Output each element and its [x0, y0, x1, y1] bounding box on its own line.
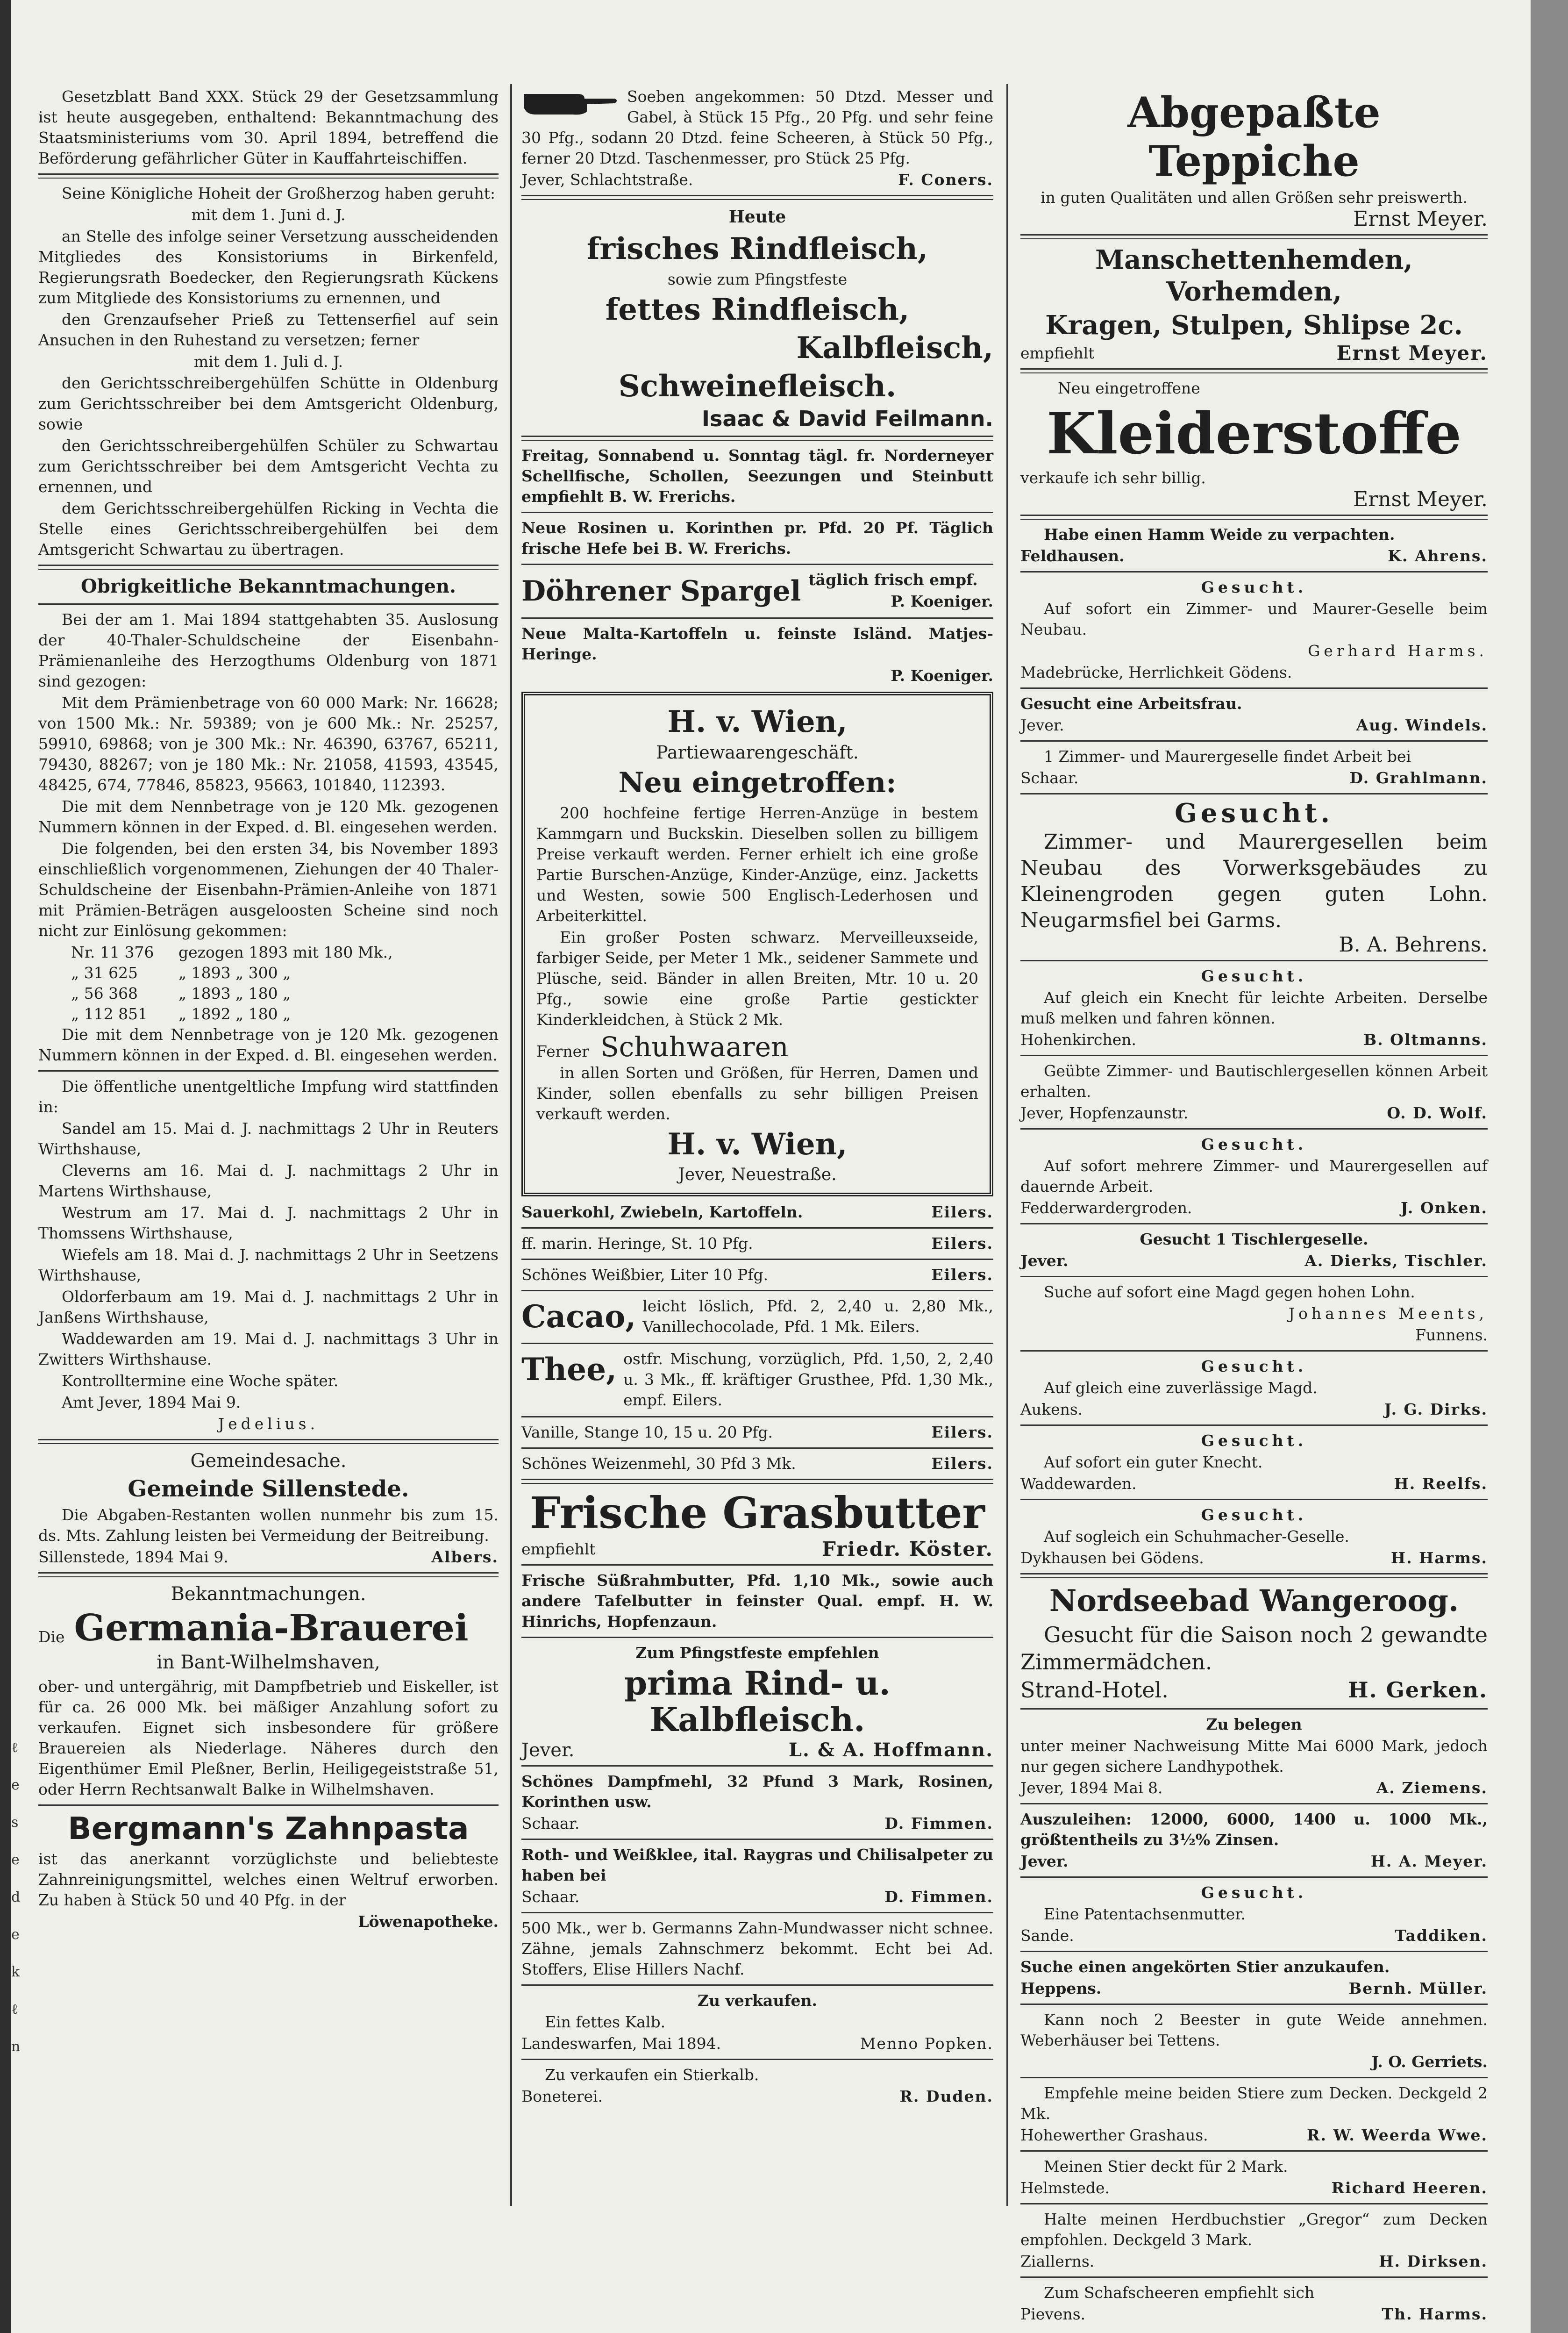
- windels-text: Gesucht eine Arbeitsfrau.: [1020, 694, 1242, 713]
- lottery-numbers: Mit dem Prämienbetrage von 60 000 Mark: Nr. 16628; von 1500 Mk.: Nr. 59389; von je 600 Mk.: Nr. 25257, 59910, 69868; von je 300 Mk.: Nr. 46390, 63767, 65211, 79430, 88267; von je 180 Mk.: Nr. 21058, 41593, 43545, 48425, 674, 77846, 85823, 95663, 101840, 112393.: [38, 694, 499, 794]
- vaccination-item: Waddewarden am 19. Mai d. J. nachmittags 3 Uhr in Zwitters Wirthshause.: [38, 1330, 499, 1368]
- divider: [521, 2059, 993, 2060]
- gesetzblatt-notice: Gesetzblatt Band XXX. Stück 29 der Gesetzsammlung ist heute ausgegeben, enthaltend: Bekanntmachung des Staatsministeriums vom 30. April 1894, betreffend die Beförderung gefährlicher Güter in Kauffahrteischiffen.: [38, 87, 499, 167]
- kleiderstoffe-title: Kleiderstoffe: [1047, 400, 1461, 467]
- cacao-text: leicht löslich, Pfd. 2, 2,40 u. 2,80 Mk., Vanillechocolade, Pfd. 1 Mk. Eilers.: [642, 1297, 993, 1336]
- column-1: [38, 86, 499, 2283]
- divider: [521, 1227, 993, 1229]
- vaccination-item: Oldorferbaum am 19. Mai d. J. nachmittags 2 Uhr in Janßens Wirthshause,: [38, 1288, 499, 1326]
- manschetten-line2: Kragen, Stulpen, Shlipse 2c.: [1045, 310, 1463, 341]
- hoheit-paragraph: den Gerichtsschreibergehülfen Schütte in Oldenburg zum Gerichtsschreiber bei dem Amtsgericht Oldenburg, sowie: [38, 374, 499, 433]
- hoffmann-signature-line: Jever. L. & A. Hoffmann.: [521, 1739, 993, 1761]
- kalb-title: Zu verkaufen.: [697, 1991, 818, 2010]
- dirksen-signature-line: Ziallerns. H. Dirksen.: [1020, 2252, 1488, 2270]
- divider: [521, 1637, 993, 1638]
- vaccination-signature: Jedelius.: [218, 1415, 319, 1433]
- vaccination-intro: Die öffentliche unentgeltliche Impfung wird stattfinden in:: [38, 1077, 499, 1116]
- lottery-paragraph: Die mit dem Nennbetrage von je 120 Mk. gezogenen Nummern können in der Exped. d. Bl. eingesehen werden.: [38, 797, 499, 836]
- divider: [521, 564, 993, 565]
- gesucht-heading: Gesucht.: [1201, 1431, 1307, 1450]
- meents-signature: Johannes Meents,: [1288, 1304, 1488, 1323]
- gemeinde-title: Gemeinde Sillenstede.: [128, 1476, 409, 1502]
- zahnpasta-paragraph: ist das anerkannt vorzüglichste und beliebteste Zahnreinigungsmittel, welches einen Weltruf erworben. Zu haben à Stück 50 und 40 Pfg. in der: [38, 1850, 499, 1909]
- divider: [1020, 1276, 1488, 1277]
- grasbutter-signature-line: empfiehlt Friedr. Köster.: [521, 1538, 993, 1560]
- dirks-signature-line: Aukens. J. G. Dirks.: [1020, 1400, 1488, 1418]
- gesucht-heading: Gesucht.: [1201, 1135, 1307, 1153]
- th-harms-text: Zum Schafscheeren empfiehlt sich: [1044, 2283, 1315, 2302]
- meents-location: Funnens.: [1415, 1326, 1488, 1344]
- stoffers-zahnwasser: 500 Mk., wer b. Germanns Zahn-Mundwasser nicht schnee. Zähne, jemals Zahnschmerz bekommt. Echt bei Ad. Stoffers, Elise Hillers Nachf.: [521, 1919, 993, 1978]
- frerichs-rosinen: Neue Rosinen u. Korinthen pr. Pfd. 20 Pf. Täglich frische Hefe bei B. W. Frerichs.: [521, 519, 993, 558]
- wien-schuhwaaren: Schuhwaaren: [600, 1031, 789, 1063]
- hamm-signature-line: Feldhausen. K. Ahrens.: [1020, 547, 1488, 565]
- gesucht-heading: Gesucht.: [1201, 578, 1307, 596]
- wien-bordered-ad: [521, 692, 993, 1196]
- gerriets-signature: J. O. Gerriets.: [1371, 2053, 1488, 2071]
- hinrichs-butter: Frische Süßrahmbutter, Pfd. 1,10 Mk., sowie auch andere Tafelbutter in feinster Qual. empf. H. W. Hinrichs, Hopfenzaun.: [521, 1571, 993, 1631]
- harms2-text: Auf sogleich ein Schuhmacher-Geselle.: [1044, 1527, 1349, 1546]
- divider: [1020, 1951, 1488, 1952]
- divider: [1020, 2276, 1488, 2278]
- thee-ad: [521, 1349, 993, 1411]
- grahlmann-signature-line: Schaar. D. Grahlmann.: [1020, 769, 1488, 787]
- vaccination-item: Cleverns am 16. Mai d. J. nachmittags 2 Uhr in Martens Wirthshause,: [38, 1161, 499, 1200]
- vaccination-item: Westrum am 17. Mai d. J. nachmittags 2 Uhr in Thomssens Wirthshause,: [38, 1203, 499, 1242]
- hoheit-date: mit dem 1. Juni d. J.: [191, 206, 346, 224]
- lottery-lot: „ 112 851 „ 1892 „ 180 „: [71, 1005, 291, 1023]
- eilers-item: Schönes Weizenmehl, 30 Pfd 3 Mk. Eilers.: [521, 1454, 993, 1473]
- weerda-text: Empfehle meine beiden Stiere zum Decken. Deckgeld 2 Mk.: [1020, 2084, 1488, 2123]
- divider: [521, 1839, 993, 1840]
- lottery-paragraph: Bei der am 1. Mai 1894 stattgehabten 35. Auslosung der 40-Thaler-Schuldscheine der Eisenbahn-Prämienanleihe des Herzogthums Oldenburg von 1871 sind gezogen:: [38, 610, 499, 690]
- harms-location: Madebrücke, Herrlichkeit Gödens.: [1020, 663, 1292, 681]
- fimmen-klee: Roth- und Weißklee, ital. Raygras und Chilisalpeter zu haben bei: [521, 1846, 993, 1884]
- messer-signature-line: Jever, Schlachtstraße. F. Coners.: [521, 171, 993, 189]
- divider: [1020, 2077, 1488, 2078]
- divider: [521, 1290, 993, 1291]
- divider: [521, 512, 993, 513]
- divider: [521, 436, 993, 441]
- dierks-signature-line: Jever. A. Dierks, Tischler.: [1020, 1252, 1488, 1270]
- divider: [521, 1984, 993, 1986]
- feilmann-rindfleisch: frisches Rindfleisch,: [586, 231, 928, 266]
- feilmann-pfingsten: sowie zum Pfingstfeste: [667, 270, 848, 288]
- gerriets-text: Kann noch 2 Beester in gute Weide annehmen. Weberhäuser bei Tettens.: [1020, 2011, 1488, 2049]
- divider: [1020, 687, 1488, 689]
- wien-neu-eingetroffen: Neu eingetroffen:: [618, 766, 897, 799]
- column-rule-1: [510, 84, 512, 2206]
- mueller-signature-line: Heppens. Bernh. Müller.: [1020, 1979, 1488, 1997]
- divider: [1020, 515, 1488, 520]
- germania-title: Germania-Brauerei: [74, 1607, 469, 1649]
- divider: [521, 1343, 993, 1344]
- wolf-text: Geübte Zimmer- und Bautischlergesellen können Arbeit erhalten.: [1020, 1062, 1488, 1101]
- behrens-text: Zimmer- und Maurergesellen beim Neubau des Vorwerksgebäudes zu Kleinengroden gegen guten Lohn. Neugarmsfiel bei Garms.: [1020, 830, 1488, 932]
- fimmen-mehl: Schönes Dampfmehl, 32 Pfund 3 Mark, Rosinen, Korinthen usw.: [521, 1772, 993, 1811]
- divider: [1020, 1499, 1488, 1500]
- malta-signature: P. Koeniger.: [891, 666, 993, 685]
- zahnpasta-title: Bergmann's Zahnpasta: [68, 1811, 469, 1846]
- gesucht-heading: Gesucht.: [1201, 1506, 1307, 1524]
- divider: [38, 173, 499, 179]
- hoheit-date: mit dem 1. Juli d. J.: [193, 352, 343, 371]
- divider: [38, 1804, 499, 1806]
- gesucht-heading: Gesucht.: [1201, 1357, 1307, 1375]
- fimmen-signature-line: Schaar. D. Fimmen.: [521, 1814, 993, 1832]
- feilmann-fettes: fettes Rindfleisch,: [605, 292, 910, 327]
- hoheit-intro: Seine Königliche Hoheit der Großherzog haben geruht:: [62, 184, 496, 202]
- divider: [1020, 234, 1488, 239]
- stierkalb-text: Zu verkaufen ein Stierkalb.: [545, 2066, 759, 2084]
- vaccination-item: Wiefels am 18. Mai d. J. nachmittags 2 Uhr in Seetzens Wirthshause,: [38, 1245, 499, 1284]
- vaccination-note: Kontrolltermine eine Woche später.: [62, 1372, 339, 1390]
- divider: [1020, 2203, 1488, 2204]
- gesucht-heading: Gesucht.: [1201, 967, 1307, 985]
- vaccination-date: Amt Jever, 1894 Mai 9.: [62, 1393, 241, 1411]
- heeren-text: Meinen Stier deckt für 2 Mark.: [1044, 2157, 1288, 2176]
- kleiderstoffe-pre: Neu eingetroffene: [1058, 379, 1200, 397]
- column-3: [1020, 86, 1488, 2323]
- vaccination-item: Sandel am 15. Mai d. J. nachmittags 2 Uhr in Reuters Wirthshause,: [38, 1119, 499, 1158]
- teppiche-title: Abgepaßte Teppiche: [1127, 88, 1381, 186]
- harms2-signature-line: Dykhausen bei Gödens. H. Harms.: [1020, 1549, 1488, 1567]
- divider: [521, 617, 993, 619]
- hoheit-paragraph: dem Gerichtsschreibergehülfen Ricking in Vechta die Stelle eines Gerichtsschreibergehülfen bei dem Amtsgericht Schwartau zu übertragen.: [38, 499, 499, 558]
- divider: [1020, 2004, 1488, 2005]
- kleiderstoffe-text: verkaufe ich sehr billig.: [1020, 469, 1206, 487]
- wien-paragraph: 200 hochfeine fertige Herren-Anzüge in bestem Kammgarn und Buckskin. Dieselben sollen zu billigem Preise verkauft werden. Ferner erhielt ich eine große Partie Burschen-Anzüge, Kinder-Anzüge, einz. Jacketts und Westen, sowie 500 Englisch-Lederhosen und Arbeiterkittel.: [536, 804, 978, 925]
- frerichs-fish: Freitag, Sonnabend u. Sonntag tägl. fr. Norderneyer Schellfische, Schollen, Seezungen und Steinbutt empfiehlt B. W. Frerichs.: [521, 446, 993, 506]
- cacao-ad: [521, 1296, 993, 1338]
- kalb-signature-line: Landeswarfen, Mai 1894. Menno Popken.: [521, 2034, 993, 2053]
- spargel-signature: P. Koeniger.: [891, 592, 993, 610]
- hamm-text: Habe einen Hamm Weide zu verpachten.: [1044, 525, 1395, 544]
- divider: [1020, 960, 1488, 961]
- newspaper-page: [11, 0, 1531, 2333]
- lottery-lot: „ 31 625 „ 1893 „ 300 „: [71, 964, 291, 982]
- divider: [521, 1912, 993, 1913]
- divider: [38, 565, 499, 570]
- divider: [38, 603, 499, 605]
- divider: [1020, 571, 1488, 573]
- divider: [1020, 368, 1488, 373]
- divider: [1020, 1708, 1488, 1710]
- messer-paragraph: Soeben angekommen: 50 Dtzd. Messer und Gabel, à Stück 15 Pfg., 20 Pfg. und sehr feine 30 Pfg., sodann 20 Dtzd. feine Scheeren, à Stück 50 Pfg., ferner 20 Dtzd. Taschenmesser, pro Stück 25 Pfg.: [521, 87, 993, 167]
- wangeroog-title: Nordseebad Wangeroog.: [1049, 1583, 1459, 1618]
- spargel-ad: [521, 570, 993, 613]
- wien-ferner: Ferner: [536, 1042, 589, 1060]
- wolf-signature-line: Jever, Hopfenzaunstr. O. D. Wolf.: [1020, 1104, 1488, 1122]
- germania-die: Die: [38, 1628, 65, 1646]
- wien-location: Jever, Neuestraße.: [678, 1165, 837, 1184]
- left-margin-fragments: ℓ e s e d e k ℓ n: [11, 1739, 21, 2055]
- lottery-lot-list: [38, 942, 499, 1024]
- spargel-text: täglich frisch empf.: [808, 571, 978, 589]
- thee-text: ostfr. Mischung, vorzüglich, Pfd. 1,50, 2, 2,40 u. 3 Mk., ff. kräftiger Grusthee, Pfd. 1,30 Mk., empf. Eilers.: [623, 1350, 993, 1409]
- divider: [1020, 1573, 1488, 1578]
- onken-text: Auf sofort mehrere Zimmer- und Maurergesellen auf dauernde Arbeit.: [1020, 1157, 1488, 1195]
- lottery-lot: Nr. 11 376 gezogen 1893 mit 180 Mk.,: [71, 943, 393, 961]
- hoheit-paragraph: an Stelle des infolge seiner Versetzung ausscheidenden Mitgliedes des Konsistoriums in Birkenfeld, Regierungsrath Boedecker, den Regierungsrath Kückens zum Mitgliede des Konsistoriums zu ernennen, und: [38, 227, 499, 307]
- divider: [521, 1447, 993, 1449]
- meents-text: Suche auf sofort eine Magd gegen hohen Lohn.: [1044, 1283, 1415, 1301]
- wien-schuhwaaren-line: [536, 1031, 978, 1063]
- wien-paragraph: in allen Sorten und Größen, für Herren, Damen und Kinder, sollen ebenfalls zu sehr billigen Preisen verkauft werden.: [536, 1064, 978, 1123]
- harms-text: Auf sofort ein Zimmer- und Maurer-Geselle beim Neubau.: [1020, 600, 1488, 638]
- wien-paragraph: Ein großer Posten schwarz. Merveilleuxseide, farbiger Seide, per Meter 1 Mk., seidener Sammete und Plüsche, seid. Bänder in allen Breiten, Mtr. 10 u. 20 Pfg., sowie eine große Partie gestickter Kinderkleidchen, à Stück 2 Mk.: [536, 928, 978, 1029]
- teppiche-text: in guten Qualitäten und allen Größen sehr preiswerth.: [1041, 188, 1468, 207]
- divider: [521, 1259, 993, 1260]
- manschetten-line1: Manschettenhemden, Vorhemden,: [1095, 244, 1413, 307]
- cacao-title: Cacao,: [521, 1298, 636, 1335]
- grahlmann-text: 1 Zimmer- und Maurergeselle findet Arbeit bei: [1044, 747, 1411, 766]
- feilmann-schweinefleisch: Schweinefleisch.: [618, 369, 897, 404]
- lottery-paragraph: Die mit dem Nennbetrage von je 120 Mk. gezogenen Nummern können in der Exped. d. Bl. eingesehen werden.: [38, 1025, 499, 1064]
- thee-title: Thee,: [521, 1351, 617, 1388]
- divider: [521, 1765, 993, 1767]
- reelfs-text: Auf sofort ein guter Knecht.: [1044, 1453, 1263, 1471]
- divider: [1020, 740, 1488, 742]
- hoheit-paragraph: den Gerichtsschreibergehülfen Schüler zu Schwartau zum Gerichtsschreiber bei dem Amtsgericht Vechta zu ernennen, und: [38, 437, 499, 496]
- germania-paragraph: ober- und untergährig, mit Dampfbetrieb und Eiskeller, ist für ca. 26 000 Mk. bei mäßiger Anzahlung sofort zu verkaufen. Eignet sich insbesondere für größere Brauereien als Niederlage. Näheres durch den Eigenthümer Emil Pleßner, Berlin, Heiligegeiststraße 51, oder Herrn Rechtsanwalt Balke in Wilhelmshaven.: [38, 1677, 499, 1798]
- taddiken-text: Eine Patentachsenmutter.: [1044, 1905, 1246, 1923]
- onken-signature-line: Fedderwardergroden. J. Onken.: [1020, 1199, 1488, 1217]
- grasbutter-title: Frische Grasbutter: [529, 1488, 985, 1538]
- section-title-gemeindesache: Gemeindesache.: [190, 1450, 347, 1472]
- divider: [1020, 1424, 1488, 1426]
- divider: [1020, 1876, 1488, 1878]
- oltmanns-signature-line: Hohenkirchen. B. Oltmanns.: [1020, 1031, 1488, 1049]
- divider: [38, 1572, 499, 1577]
- kleiderstoffe-signature: Ernst Meyer.: [1353, 487, 1488, 511]
- zahnpasta-signature: Löwenapotheke.: [358, 1912, 499, 1931]
- belegen-text: unter meiner Nachweisung Mitte Mai 6000 Mark, jedoch nur gegen sichere Landhypothek.: [1020, 1737, 1488, 1775]
- wien-title: H. v. Wien,: [667, 704, 848, 739]
- auszuleihen-signature-line: Jever. H. A. Meyer.: [1020, 1852, 1488, 1870]
- wien-signature: H. v. Wien,: [667, 1127, 848, 1162]
- harms-signature: Gerhard Harms.: [1308, 642, 1488, 660]
- divider: [1020, 1055, 1488, 1056]
- dierks-text: Gesucht 1 Tischlergeselle.: [1140, 1230, 1368, 1248]
- belegen-signature-line: Jever, 1894 Mai 8. A. Ziemens.: [1020, 1779, 1488, 1797]
- gemeinde-signature-line: Sillenstede, 1894 Mai 9. Albers.: [38, 1548, 499, 1566]
- column-2: [521, 86, 993, 2283]
- spargel-title: Döhrener Spargel: [521, 575, 801, 608]
- feilmann-heute: Heute: [728, 207, 786, 227]
- section-title-bekanntmachungen: Bekanntmachungen.: [171, 1583, 366, 1605]
- behrens-title: Gesucht.: [1175, 798, 1333, 829]
- eilers-item: ff. marin. Heringe, St. 10 Pfg. Eilers.: [521, 1234, 993, 1252]
- lottery-lot: „ 56 368 „ 1893 „ 180 „: [71, 984, 291, 1002]
- divider: [1020, 793, 1488, 794]
- divider: [1020, 1350, 1488, 1352]
- behrens-signature: B. A. Behrens.: [1339, 933, 1488, 957]
- wien-subtitle: Partiewaarengeschäft.: [656, 742, 859, 763]
- mueller-text: Suche einen angekörten Stier anzukaufen.: [1020, 1958, 1390, 1976]
- feilmann-kalbfleisch: Kalbfleisch,: [796, 330, 993, 365]
- windels-signature-line: Jever. Aug. Windels.: [1020, 716, 1488, 734]
- divider: [1020, 2150, 1488, 2152]
- lottery-paragraph: Die folgenden, bei den ersten 34, bis November 1893 einschließlich vorgenommenen, Ziehungen der 40 Thaler-Schuldscheine der Eisenbahn-Prämien-Anleihe von 1871 mit Prämien-Beträgen ausgeloosten Scheine sind noch nicht zur Einlösung gekommen:: [38, 839, 499, 940]
- th-harms-signature-line: Pievens. Th. Harms.: [1020, 2305, 1488, 2323]
- hoffmann-title: prima Rind- u. Kalbfleisch.: [624, 1664, 891, 1739]
- eilers-item: Schönes Weißbier, Liter 10 Pfg. Eilers.: [521, 1266, 993, 1284]
- wangeroog-signature-line: Strand-Hotel. H. Gerken.: [1020, 1677, 1488, 1703]
- column-rule-2: [1006, 84, 1008, 2206]
- divider: [38, 1439, 499, 1444]
- fimmen-signature-line: Schaar. D. Fimmen.: [521, 1888, 993, 1906]
- divider: [1020, 1223, 1488, 1224]
- divider: [1020, 1803, 1488, 1804]
- manschetten-signature-line: empfiehlt Ernst Meyer.: [1020, 342, 1488, 365]
- malta-text: Neue Malta-Kartoffeln u. feinste Isländ. Matjes-Heringe.: [521, 624, 993, 663]
- dirksen-text: Halte meinen Herdbuchstier „Gregor“ zum Decken empfohlen. Deckgeld 3 Mark.: [1020, 2210, 1488, 2249]
- reelfs-signature-line: Waddewarden. H. Reelfs.: [1020, 1474, 1488, 1493]
- oltmanns-text: Auf gleich ein Knecht für leichte Arbeiten. Derselbe muß melken und fahren können.: [1020, 988, 1488, 1027]
- germania-headline: [38, 1608, 499, 1648]
- auszuleihen-text: Auszuleihen: 12000, 6000, 1400 u. 1000 Mk., größtentheils zu 3½% Zinsen.: [1020, 1810, 1488, 1849]
- messer-ad: [521, 86, 993, 190]
- divider: [521, 1479, 993, 1484]
- belegen-title: Zu belegen: [1206, 1715, 1302, 1733]
- eilers-item: Sauerkohl, Zwiebeln, Kartoffeln. Eilers.: [521, 1203, 993, 1221]
- eilers-item: Vanille, Stange 10, 15 u. 20 Pfg. Eilers.: [521, 1423, 993, 1441]
- teppiche-signature: Ernst Meyer.: [1353, 207, 1488, 231]
- taddiken-title: Gesucht.: [1201, 1883, 1307, 1902]
- divider: [521, 1416, 993, 1417]
- wangeroog-text: Gesucht für die Saison noch 2 gewandte Zimmermädchen.: [1020, 1622, 1488, 1675]
- pointing-hand-icon: [521, 88, 620, 116]
- divider: [38, 1070, 499, 1072]
- divider: [521, 1564, 993, 1566]
- heeren-signature-line: Helmstede. Richard Heeren.: [1020, 2179, 1488, 2197]
- page-binding-edge: [0, 0, 11, 2333]
- hoheit-paragraph: den Grenzaufseher Prieß zu Tettenserfiel auf sein Ansuchen in den Ruhestand zu versetzen; ferner: [38, 310, 499, 349]
- dirks-text: Auf gleich eine zuverlässige Magd.: [1044, 1379, 1318, 1397]
- weerda-signature-line: Hohewerther Grashaus. R. W. Weerda Wwe.: [1020, 2126, 1488, 2144]
- taddiken-signature-line: Sande. Taddiken.: [1020, 1926, 1488, 1945]
- kalb-text: Ein fettes Kalb.: [545, 2013, 666, 2031]
- germania-location: in Bant-Wilhelmshaven,: [157, 1652, 380, 1673]
- stierkalb-signature-line: Boneterei. R. Duden.: [521, 2087, 993, 2105]
- divider: [1020, 1128, 1488, 1130]
- hoffmann-intro: Zum Pfingstfeste empfehlen: [635, 1644, 879, 1662]
- divider: [521, 195, 993, 200]
- feilmann-signature: Isaac & David Feilmann.: [701, 406, 993, 431]
- gemeinde-paragraph: Die Abgaben-Restanten wollen nunmehr bis zum 15. ds. Mts. Zahlung leisten bei Vermeidung der Beitreibung.: [38, 1506, 499, 1545]
- section-title-obrigkeitliche: Obrigkeitliche Bekanntmachungen.: [81, 575, 456, 597]
